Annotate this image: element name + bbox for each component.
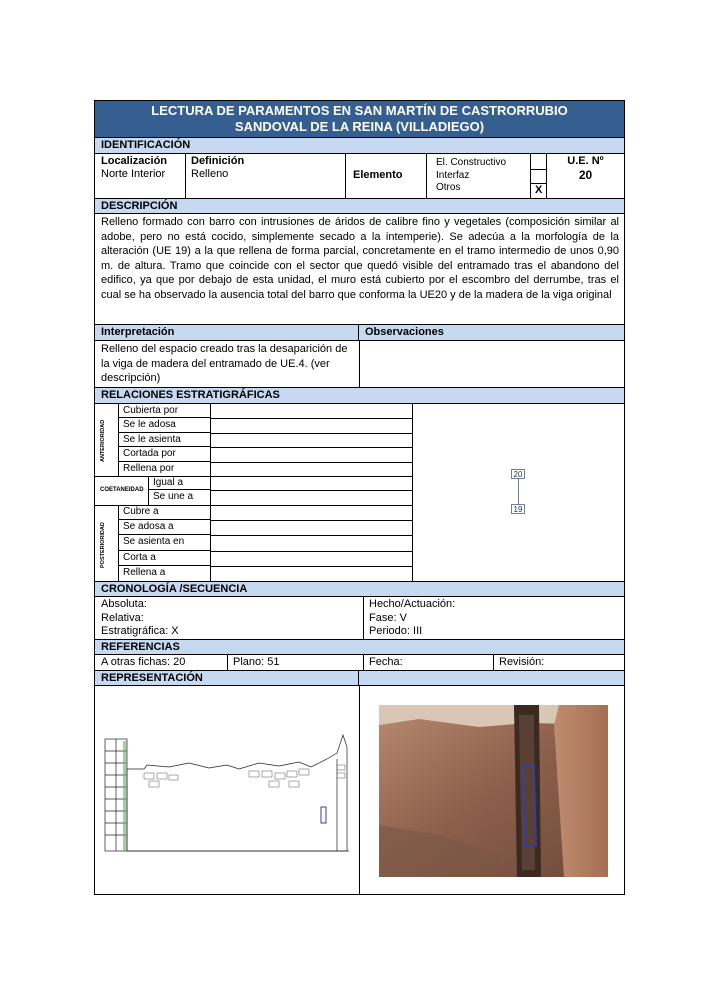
relaciones-header: RELACIONES ESTRATIGRÁFICAS [95, 387, 624, 404]
ue-label: U.E. Nº [567, 155, 604, 167]
rel-rellena-a: Rellena a [119, 566, 211, 581]
rel-se-adosa-a: Se adosa a [119, 520, 211, 535]
cronologia-hecho: Hecho/Actuación: [369, 598, 456, 610]
definicion-value: Relleno [191, 168, 229, 180]
cronologia-relativa: Relativa: [101, 611, 144, 624]
record-sheet [94, 100, 625, 895]
rel-cortada-por: Cortada por [119, 447, 211, 462]
cronologia-estratigrafica: Estratigráfica: X [101, 625, 179, 637]
ref-plano: Plano: 51 [233, 656, 280, 668]
ref-fecha: Fecha: [369, 656, 403, 668]
cronologia-fase: Fase: V [369, 611, 407, 624]
harris-node-lower: 19 [511, 504, 525, 514]
excavation-photo [379, 705, 608, 877]
title-line-2: SANDOVAL DE LA REINA (VILLADIEGO) [234, 119, 485, 134]
harris-node-upper: 20 [511, 469, 525, 479]
representacion-header: REPRESENTACIÓN [95, 670, 359, 686]
title-line-1: LECTURA DE PARAMENTOS EN SAN MARTÍN DE CASTRORRUBIO [151, 103, 568, 118]
anterioridad-label: ANTERIORIDAD [100, 419, 106, 463]
descripcion-header: DESCRIPCIÓN [95, 198, 624, 214]
rel-se-une-a: Se une a [149, 490, 211, 505]
excavation-photo-svg [379, 705, 608, 877]
sheet-title [95, 101, 624, 138]
representacion-header-right [359, 670, 624, 686]
identificacion-row [95, 154, 624, 198]
wall-elevation-svg [99, 729, 355, 859]
elemento-mark: X [535, 184, 543, 196]
rel-rellena-por: Rellena por [119, 462, 211, 476]
elemento-option-constructivo: El. Constructivo [436, 157, 507, 168]
rel-cubierta-por: Cubierta por [119, 404, 211, 418]
ref-revision: Revisión: [499, 656, 545, 668]
interpretacion-header: Interpretación [95, 324, 359, 341]
referencias-header: REFERENCIAS [95, 639, 624, 655]
elemento-option-interfaz: Interfaz [436, 169, 470, 181]
identificacion-header: IDENTIFICACIÓN [95, 138, 624, 154]
localizacion-label: Localización [101, 155, 168, 167]
cronologia-header: CRONOLOGÍA /SECUENCIA [95, 581, 624, 597]
elemento-option-otros: Otros [436, 182, 461, 193]
rel-se-asienta-en: Se asienta en [119, 535, 211, 551]
cronologia-absoluta: Absoluta: [101, 598, 147, 610]
descripcion-text: Relleno formado con barro con intrusiones de áridos de calibre fino y vegetales (composición similar al adobe, pero no está cocido, simplemente secado a la intemperie). Se adecúa a la morfología de la alteración (UE 19) a la que rellena de forma parcial, concretamente en el tramo intermedio de unos 0,90 m. de altura. Tramo que coincide con el sector que quedó visible del entramado tras el abandono del edifico, ya que por debajo de esta unidad, el muro está cubierto por el escombro del derrumbe, tras el cual se ha observado la ausencia total del barro que conforma la UE20 y de la madera de la viga original [101, 216, 619, 301]
ref-otras-fichas: A otras fichas: 20 [101, 656, 186, 668]
rel-cubre-a: Cubre a [119, 505, 211, 520]
relaciones-table [95, 404, 413, 581]
observaciones-header: Observaciones [359, 324, 624, 341]
posterioridad-label: POSTERIORIDAD [100, 522, 106, 568]
harris-connector [518, 479, 519, 504]
rel-se-le-asienta: Se le asienta [119, 433, 211, 447]
rel-igual-a: Igual a [149, 476, 211, 490]
rel-corta-a: Corta a [119, 551, 211, 566]
wall-elevation-drawing [99, 729, 355, 859]
harris-diagram [413, 404, 624, 581]
interpretacion-text: Relleno del espacio creado tras la desaparición de la viga de madera del entramado de UE.4. (ver descripción) [101, 343, 348, 384]
coetaneidad-label: COETANEIDAD [100, 487, 144, 493]
definicion-label: Definición [191, 155, 245, 167]
elemento-label: Elemento [353, 169, 403, 181]
cronologia-periodo: Periodo: III [369, 625, 423, 637]
ue-value: 20 [578, 168, 593, 182]
localizacion-value: Norte Interior [101, 168, 166, 180]
rel-se-le-adosa: Se le adosa [119, 418, 211, 433]
elemento-checkboxes [530, 154, 547, 198]
